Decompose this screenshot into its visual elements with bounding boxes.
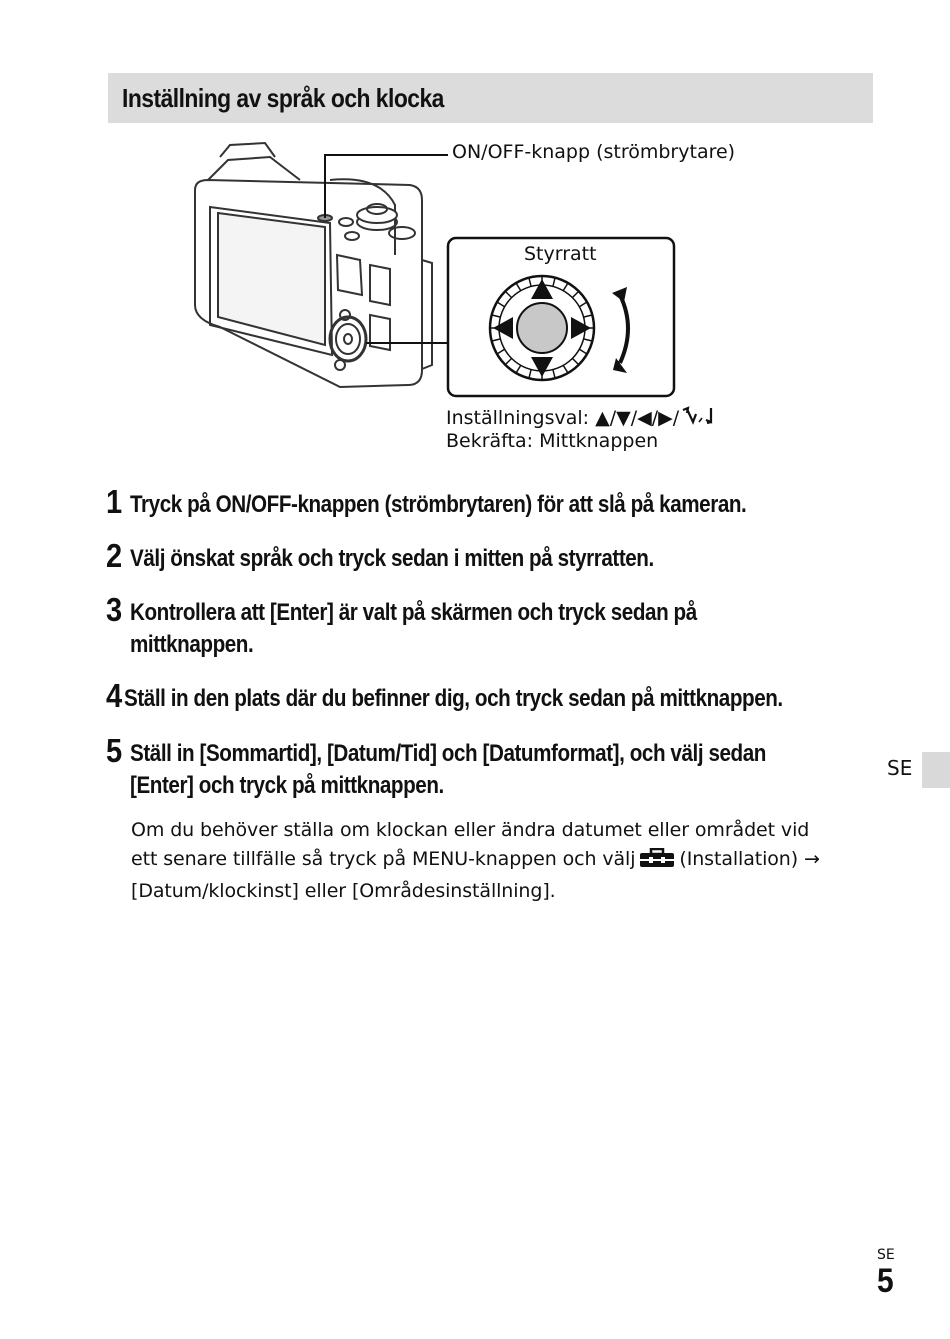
step-text: Ställ in den plats där du befinner dig, och tryck sedan på mittknappen. xyxy=(124,685,784,712)
language-tab-label: SE xyxy=(887,756,913,780)
wheel-rotate-icons xyxy=(679,406,719,426)
step-number: 3 xyxy=(106,591,123,628)
step-note: Om du behöver ställa om klockan eller ändra datumet eller området vid ett senare tillfälle så tryck på MENU-knappen och välj (Installation) → [Datum/klockinst] eller [Områdesinställning]. xyxy=(131,819,820,902)
dial-label: Styrratt xyxy=(524,243,597,265)
step-number: 5 xyxy=(106,732,123,769)
step-5 xyxy=(106,734,886,806)
step-number: 4 xyxy=(106,677,123,714)
step-text: Välj önskat språk och tryck sedan i mitten på styrratten. xyxy=(130,545,654,572)
step-text: Kontrollera att [Enter] är valt på skärmen och tryck sedan på mittknappen. xyxy=(130,599,697,658)
camera-illustration xyxy=(180,135,780,465)
step-2 xyxy=(106,539,886,593)
step-number: 2 xyxy=(106,537,123,574)
selection-label: Inställningsval: ▲/▼/◀/▶/ xyxy=(446,406,719,429)
page-number: 5 xyxy=(877,1262,894,1300)
confirm-label: Bekräfta: Mittknappen xyxy=(446,430,659,452)
page-language: SE xyxy=(877,1247,895,1263)
step-4 xyxy=(106,679,886,734)
step-3 xyxy=(106,593,886,679)
step-1 xyxy=(106,485,886,539)
step-text: Ställ in [Sommartid], [Datum/Tid] och [Datumformat], och välj sedan [Enter] och tryck på mittknappen. xyxy=(130,740,766,799)
steps-list xyxy=(106,485,886,906)
step-text: Tryck på ON/OFF-knappen (strömbrytaren) för att slå på kameran. xyxy=(130,491,747,518)
control-wheel-icon xyxy=(490,276,594,380)
section-title: Inställning av språk och klocka xyxy=(122,82,444,113)
section-header xyxy=(108,73,873,123)
language-tab xyxy=(922,752,950,788)
power-button-label: ON/OFF-knapp (strömbrytare) xyxy=(452,141,736,163)
toolbox-icon xyxy=(639,848,675,877)
step-number: 1 xyxy=(106,483,123,520)
